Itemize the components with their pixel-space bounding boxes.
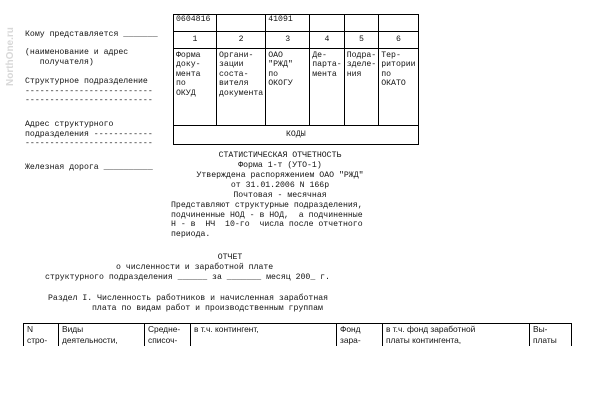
code-cell-5: [344, 15, 378, 32]
addressee-line: Кому представляется _______: [25, 30, 158, 39]
code-cell-6: [379, 15, 418, 32]
code-cell-2: [217, 15, 266, 32]
report-subtitle-2: структурного подразделения ______ за _______ месяц 200_ г.: [45, 273, 330, 282]
code-index-3: 3: [266, 32, 310, 49]
watermark-text: NorthOne.ru: [5, 27, 16, 86]
submission-period: Почтовая - месячная: [233, 191, 327, 200]
section-heading-1: Раздел I. Численность работников и начисленная заработная: [48, 294, 329, 303]
code-index-5: 5: [344, 32, 378, 49]
column-header-contingent: в т.ч. контингент,: [191, 324, 337, 347]
code-desc-3: ОАО "РЖД" по ОКОГУ: [266, 49, 310, 126]
railway-field: Железная дорога __________: [25, 163, 153, 172]
code-index-4: 4: [310, 32, 344, 49]
column-header-payments: Вы- платы: [530, 324, 572, 347]
section-heading-2: плата по видам работ и производственным группам: [92, 304, 323, 313]
statistics-title: СТАТИСТИЧЕСКАЯ ОТЧЕТНОСТЬ: [218, 151, 342, 160]
form-number: Форма 1-т (УТО-1): [238, 161, 322, 170]
approval-line-2: от 31.01.2006 N 166р: [230, 181, 330, 190]
approval-line-1: Утверждена распоряжением ОАО "РЖД": [196, 171, 364, 180]
codes-index-row: [174, 32, 419, 49]
addressee-note: (наименование и адрес получателя): [25, 48, 129, 67]
code-desc-6: Тер- ритории по ОКАТО: [379, 49, 418, 126]
code-cell-1: 0604816: [174, 15, 217, 32]
code-desc-4: Де- парта- мента: [310, 49, 344, 126]
codes-label: КОДЫ: [174, 126, 419, 145]
code-desc-1: Форма доку- мента по ОКУД: [174, 49, 217, 126]
code-desc-2: Органи- зации соста- вителя документа: [217, 49, 266, 126]
code-index-1: 1: [174, 32, 217, 49]
subdivision-field: Структурное подразделение -------------------------- --------------------------: [25, 77, 153, 106]
column-header-contingent-wage-fund: в т.ч. фонд заработной платы контингента,: [383, 324, 530, 347]
code-cell-4: [310, 15, 344, 32]
subdivision-address-field: Адрес структурного подразделения ------------ --------------------------: [25, 120, 153, 149]
column-header-activity: Виды деятельности,: [59, 324, 145, 347]
section-table-header-row: [24, 324, 572, 347]
codes-label-row: [174, 126, 419, 145]
site-watermark: [0, 0, 20, 90]
report-subtitle-1: о численности и заработной плате: [116, 263, 274, 272]
code-cell-3: 41091: [266, 15, 310, 32]
code-index-6: 6: [379, 32, 418, 49]
codes-table: [173, 14, 419, 145]
column-header-average-headcount: Средне- списоч-: [145, 324, 191, 347]
column-header-row-number: N стро-: [24, 324, 59, 347]
section-table: [23, 323, 572, 346]
codes-number-row: [174, 15, 419, 32]
code-index-2: 2: [217, 32, 266, 49]
code-desc-5: Подра- зделе- ния: [344, 49, 378, 126]
submission-note: Представляют структурные подразделения, подчиненные НОД - в НОД, а подчиненные Н - в НЧ 10-го числа после отчетного периода.: [171, 201, 363, 239]
column-header-wage-fund: Фонд зара-: [337, 324, 383, 347]
report-title: ОТЧЕТ: [217, 253, 243, 262]
codes-description-row: [174, 49, 419, 126]
